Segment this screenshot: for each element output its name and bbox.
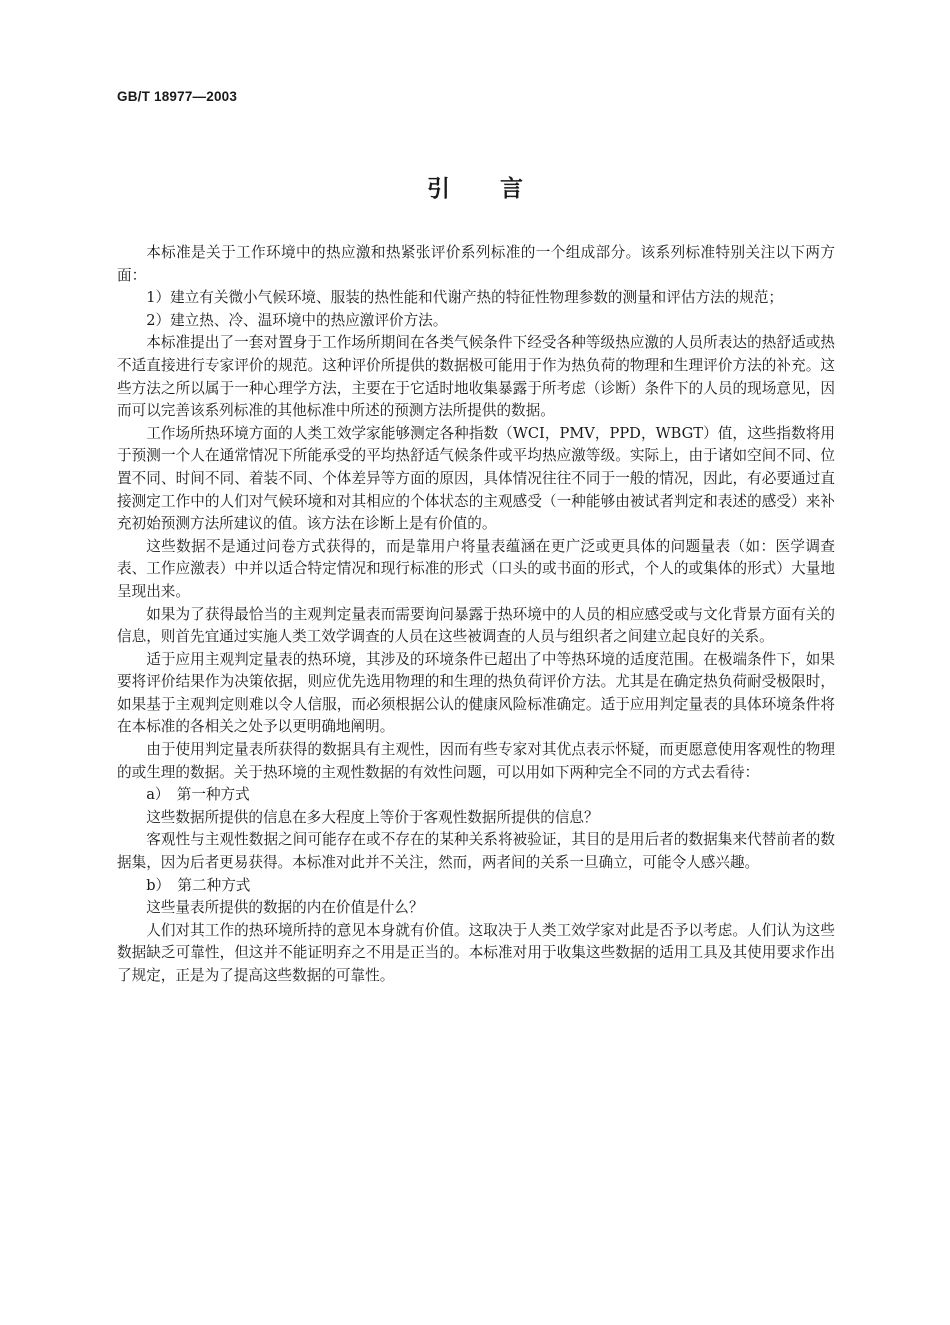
- list-item-heading: b） 第二种方式: [146, 876, 251, 894]
- list-item: 2）建立热、冷、温环境中的热应激评价方法。: [146, 311, 448, 329]
- list-item: 1）建立有关微小气候环境、服装的热性能和代谢产热的特征性物理参数的测量和评估方法的规范；: [146, 289, 784, 307]
- paragraph: 这些数据所提供的信息在多大程度上等价于客观性数据所提供的信息？: [146, 808, 599, 826]
- paragraph: 人们对其工作的热环境所持的意见本身就有价值。这取决于人类工效学家对此是否予以考虑。人们认为这些数据缺乏可靠性，但这并不能证明弃之不用是正当的。本标准对用于收集这些数据的适用工具及其使用要求作出了规定，正是为了提高这些数据的可靠性。: [117, 921, 835, 984]
- paragraph: 适于应用主观判定量表的热环境，其涉及的环境条件已超出了中等热环境的适度范围。在极端条件下，如果要将评价结果作为决策依据，则应优先选用物理的和生理的热负荷评价方法。尤其是在确定热负荷耐受极限时，如果基于主观判定则难以令人信服，而必须根据公认的健康风险标准确定。适于应用判定量表的具体环境条件将在本标准的各相关之处予以更明确地阐明。: [117, 650, 835, 736]
- paragraph: 本标准是关于工作环境中的热应激和热紧张评价系列标准的一个组成部分。该系列标准特别关注以下两方面：: [117, 244, 835, 284]
- list-item-heading: a） 第一种方式: [146, 786, 250, 804]
- paragraph: 由于使用判定量表所获得的数据具有主观性，因而有些专家对其优点表示怀疑，而更愿意使用客观性的物理的或生理的数据。关于热环境的主观性数据的有效性问题，可以用如下两种完全不同的方式去看待：: [117, 741, 835, 781]
- paragraph: 这些量表所提供的数据的内在价值是什么？: [146, 899, 424, 917]
- paragraph: 本标准提出了一套对置身于工作场所期间在各类气候条件下经受各种等级热应激的人员所表达的热舒适或热不适直接进行专家评价的规范。这种评价所提供的数据极可能用于作为热负荷的物理和生理评价方法的补充。这些方法之所以属于一种心理学方法，主要在于它适时地收集暴露于所考虑（诊断）条件下的人员的现场意见，因而可以完善该系列标准的其他标准中所述的预测方法所提供的数据。: [117, 334, 835, 420]
- standard-code: GB/T 18977—2003: [117, 89, 238, 104]
- paragraph: 这些数据不是通过问卷方式获得的，而是靠用户将量表蕴涵在更广泛或更具体的问题量表（如：医学调查表、工作应激表）中并以适合特定情况和现行标准的形式（口头的或书面的形式，个人的或集体的形式）大量地呈现出来。: [117, 537, 835, 600]
- page-title: 引言: [427, 176, 573, 202]
- paragraph: 工作场所热环境方面的人类工效学家能够测定各种指数（WCI，PMV，PPD，WBGT）值，这些指数将用于预测一个人在通常情况下所能承受的平均热舒适气候条件或平均热应激等级。实际上，由于诸如空间不同、位置不同、时间不同、着装不同、个体差异等方面的原因，具体情况往往不同于一般的情况，因此，有必要通过直接测定工作中的人们对气候环境和对其相应的个体状态的主观感受（一种能够由被试者判定和表述的感受）来补充初始预测方法所建议的值。该方法在诊断上是有价值的。: [117, 424, 835, 533]
- paragraph: 客观性与主观性数据之间可能存在或不存在的某种关系将被验证，其目的是用后者的数据集来代替前者的数据集，因为后者更易获得。本标准对此并不关注，然而，两者间的关系一旦确立，可能令人感兴趣。: [117, 831, 835, 872]
- document-body: [117, 242, 835, 988]
- paragraph: 如果为了获得最恰当的主观判定量表而需要询问暴露于热环境中的人员的相应感受或与文化背景方面有关的信息，则首先宜通过实施人类工效学调查的人员在这些被调查的人员与组织者之间建立起良好的关系。: [117, 605, 835, 646]
